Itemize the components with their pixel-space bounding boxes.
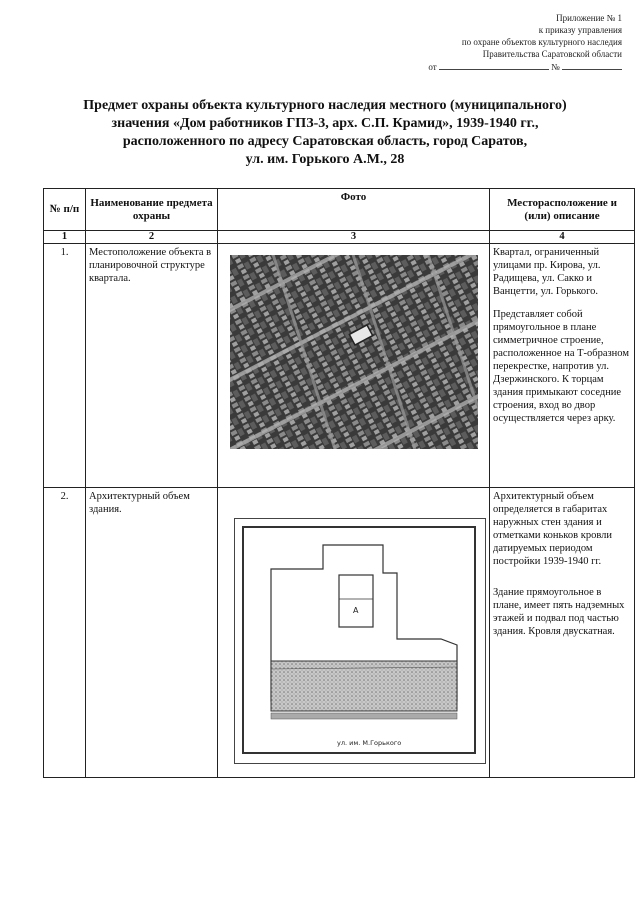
row-2-description — [490, 488, 635, 778]
appendix-line-3: по охране объектов культурного наследия — [461, 37, 622, 47]
col-number-4: 4 — [490, 231, 635, 244]
aerial-photo — [230, 255, 478, 449]
row-1-description — [490, 244, 635, 488]
title-line-4: ул. им. Горького А.М., 28 — [245, 152, 405, 167]
site-plan-drawing — [235, 519, 485, 763]
header-num: № п/п — [44, 189, 86, 231]
row-1-photo — [218, 244, 490, 488]
appendix-block — [362, 12, 622, 73]
header-photo: Фото — [218, 189, 490, 231]
table-row — [44, 488, 635, 778]
plan-street-label: ул. им. М.Горького — [337, 739, 402, 747]
appendix-line-4: Правительства Саратовской области — [482, 49, 622, 59]
row-2-desc-2: Здание прямоугольное в плане, имеет пять надземных этажей и подвал под частью здания. Кровля двускатная. — [493, 587, 625, 637]
row-2-num: 2. — [44, 488, 86, 778]
col-number-1: 1 — [44, 231, 86, 244]
col-number-3: 3 — [218, 231, 490, 244]
row-1-num: 1. — [44, 244, 86, 488]
table-header-row — [44, 189, 635, 231]
row-1-desc-1: Квартал, ограниченный улицами пр. Кирова, ул. Радищева, ул. Сакко и Ванцетти, ул. Горького. — [493, 247, 601, 297]
row-1-desc-2: Представляет собой прямоугольное в плане симметричное строение, расположенное на Т-образном перекрестке, напротив ул. Дзержинского. К торцам здания примыкают соседние строения, вход во двор осуществляется через арку. — [493, 309, 629, 424]
column-number-row — [44, 231, 635, 244]
row-2-photo — [218, 488, 490, 778]
site-plan — [234, 518, 486, 764]
appendix-signature-line — [362, 60, 622, 73]
header-name: Наименование предмета охраны — [86, 189, 218, 231]
row-2-desc-1: Архитектурный объем определяется в габаритах наружных стен здания и отметками коньков кровли датируемых периодом постройки 1939-1940 гг. — [493, 491, 612, 567]
appendix-from-label: от — [428, 62, 437, 72]
plan-marker-label: А — [353, 606, 359, 615]
row-1-name: Местоположение объекта в планировочной структуре квартала. — [86, 244, 218, 488]
number-blank — [562, 60, 622, 70]
appendix-line-2: к приказу управления — [538, 25, 622, 35]
appendix-number-label: № — [551, 62, 560, 72]
row-2-name: Архитектурный объем здания. — [86, 488, 218, 778]
date-blank — [439, 60, 549, 70]
header-description: Месторасположение и (или) описание — [490, 189, 635, 231]
col-number-2: 2 — [86, 231, 218, 244]
protection-table — [43, 188, 635, 778]
title-line-3: расположенного по адресу Саратовская область, город Саратов, — [122, 134, 528, 149]
title-line-1: Предмет охраны объекта культурного наследия местного (муниципального) — [83, 98, 567, 113]
table-row — [44, 244, 635, 488]
appendix-line-1: Приложение № 1 — [556, 13, 622, 23]
title-line-2: значения «Дом работников ГПЗ-3, арх. С.П. Крамид», 1939-1940 гг., — [111, 116, 539, 131]
document-title — [40, 97, 610, 169]
